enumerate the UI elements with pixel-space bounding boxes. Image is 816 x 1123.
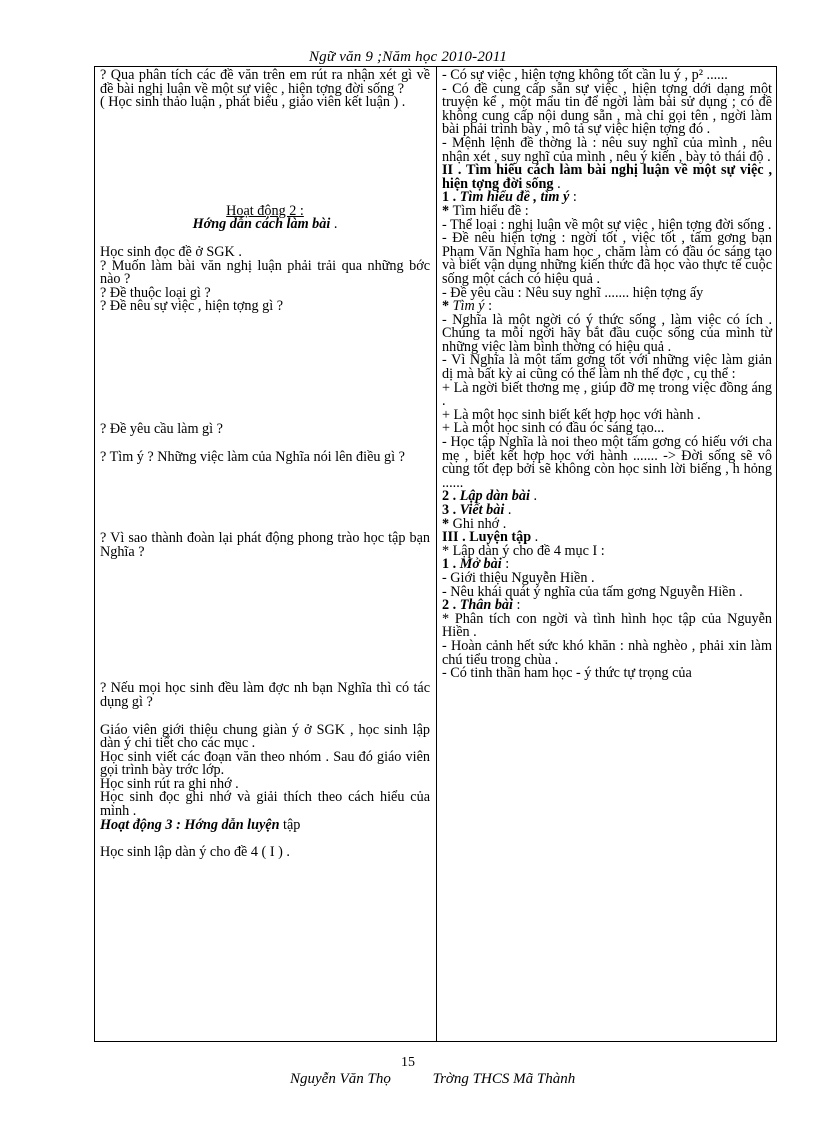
intro-heading: Mở bài <box>459 556 502 573</box>
content-paragraph: - Vì Nghĩa là một tấm gơng tốt với những việc làm giản dị mà bất kỳ ai cũng có thể làm nh thế đợc , cụ thể : <box>442 352 772 383</box>
content-paragraph: - Có tinh thần ham học - ý thức tự trọng của <box>442 665 692 682</box>
student-note-text: Học sinh rút ra ghi nhớ . <box>100 775 239 792</box>
discussion-note: ( Học sinh thảo luận , phát biểu , giáo viên kết luận ) . <box>100 94 406 111</box>
content-paragraph: - Thể loại : nghị luận về một sự việc , hiện tợng đời sống . <box>442 216 772 233</box>
activity-2-subtitle: Hớng dẫn cách làm bài <box>192 216 331 233</box>
content-paragraph: - Mệnh lệnh đề thờng là : nêu suy nghĩ của mình , nêu nhận xét , suy nghĩ của mình , nêu ý kiến , bày tỏ thái độ . <box>442 134 772 165</box>
content-paragraph: - Đề nêu hiện tợng : ngời tốt , việc tốt , tấm gơng bạn Phạm Văn Nghĩa ham học , chăm làm có đầu óc sáng tạo và biết vận dụng những kiến thức đã học vào thực tế cuộc sống một cách có hiệu quả . <box>442 230 772 287</box>
content-paragraph: - Có sự việc , hiện tợng không tốt cần lu ý , p² ...... <box>442 67 728 83</box>
lesson-table <box>94 66 777 1042</box>
question-ideas: ? Tìm ý ? Những việc làm của Nghĩa nói lên điều gì ? <box>100 448 405 465</box>
content-paragraph: + Là một học sinh biết kết hợp học với hành . <box>442 406 701 423</box>
activity-3-heading: Hoạt động 3 : Hớng dẫn luyện <box>100 816 280 833</box>
section-2-heading: II . Tìm hiểu cách làm bài nghị luận về một sự việc , hiện tợng đời sống <box>442 162 772 192</box>
content-paragraph: * Phân tích con ngời và tình hình học tập của Nguyễn Hiền . <box>442 610 772 641</box>
question-require: ? Đề yêu cầu làm gì ? <box>100 420 223 437</box>
question-why: ? Vì sao thành đoàn lại phát động phong trào học tập bạn Nghĩa ? <box>100 530 430 560</box>
activity-2-heading: Hoạt động 2 : <box>226 202 304 219</box>
step-3-heading: Viết bài <box>459 502 505 518</box>
content-paragraph: - Hoàn cảnh hết sức khó khăn : nhà nghèo , phải xin làm chú tiểu trong chùa . <box>442 637 772 668</box>
content-paragraph: - Có đề cung cấp sẵn sự việc , hiện tợng dới dạng một truyện kể , một mẩu tin để ngời làm bài sử dụng ; có đề không cung cấp nội dung sẵn , mà chỉ gọi tên , ngời làm bài phải trình bày , mô tả sự việc hiện tợng đó . <box>442 80 772 138</box>
student-read-note-text: Học sinh đọc ghi nhớ và giải thích theo cách hiểu của mình . <box>100 789 430 820</box>
teacher-outline-intro: Giáo viên giới thiệu chung giàn ý ở SGK , học sinh lập dàn ý chi tiết cho các mục . <box>100 721 430 752</box>
question-summary: ? Qua phân tích các đề văn trên em rút ra nhận xét gì về đề bài nghị luận về một sự việc , hiện tợng đời sống ? <box>100 67 430 97</box>
section-3-heading: III . Luyện tập <box>442 529 532 546</box>
content-paragraph: - Giới thiệu Nguyễn Hiền . <box>442 569 595 586</box>
content-paragraph: - Nghĩa là một ngời có ý thức sống , làm việc có ích . Chúng ta mỗi ngời hãy bắt đầu cuộc sống của mình từ những việc làm bình thờng có hiệu quả . <box>442 311 772 355</box>
question-type: ? Đề thuộc loại gì ? <box>100 284 211 301</box>
content-paragraph: * Lập dàn ý cho đề 4 mục I : <box>442 542 605 559</box>
question-event: ? Đề nêu sự việc , hiện tợng gì ? <box>100 298 284 315</box>
note-label: Ghi nhớ . <box>452 515 507 532</box>
student-writing-text: Học sinh viết các đoạn văn theo nhóm . Sau đó giáo viên gọi trình bày trớc lớp. <box>100 748 430 779</box>
body-heading: Thân bài <box>459 597 513 614</box>
step-2-heading: Lập dàn bài <box>459 488 530 505</box>
teacher-column: ? Qua phân tích các đề văn trên em rút ra nhận xét gì về đề bài nghị luận về một sự việc , hiện tợng đời sống ? ( Học sinh thảo luận , phát biểu , giáo viên kết luận ) . Hoạt động 2 : Hớng dẫn cách làm bài . Học sinh đọc đề ở SGK . ? Muốn làm bài văn nghị luận phải trải qua những bớc nào ? ? Đề thuộc loại gì ? ? Đề nêu sự việc , hiện tợng gì ? ? Đề yêu cầu làm gì ? ? Tìm ý ? Những việc làm của Nghĩa nói lên điều gì ? ? Vì sao thành đoàn lại phát động phong trào học tập bạn Nghĩa ? ? Nếu mọi học sinh đều làm đợc nh bạn Nghĩa thì có tác dụng gì ? Giáo viên giới thiệu chung giàn ý ở SGK , học sinh lập dàn ý chi tiết cho các mục . Học sinh viết các đoạn văn theo nhóm . Sau đó giáo viên gọi trình bày trớc lớp. Học sinh rút ra ghi nhớ . Học sinh đọc ghi nhớ và giải thích theo cách hiểu của mình . Hoạt động 3 : Hớng dẫn luyện tập Học sinh lập dàn ý cho đề 4 ( I ) . <box>95 67 437 1041</box>
page-footer <box>290 1071 575 1088</box>
content-paragraph: - Đề yêu cầu : Nêu suy nghĩ ....... hiện tợng ấy <box>442 284 704 301</box>
content-column: - Có sự việc , hiện tợng không tốt cần lu ý , p² ...... - Có đề cung cấp sẵn sự việc , hiện tợng dới dạng một truyện kể , một mẩu tin để ngời làm bài sử dụng ; có đề không cung cấp nội dung sẵn , mà chỉ gọi tên , ngời làm bài phải trình bày , mô tả sự việc hiện tợng đó . - Mệnh lệnh đề thờng là : nêu suy nghĩ của mình , nêu nhận xét , suy nghĩ của mình , nêu ý kiến , bày tỏ thái độ . II . Tìm hiểu cách làm bài nghị luận về một sự việc , hiện tợng đời sống . 1 . Tìm hiểu đề , tìm ý : * Tìm hiểu đề : - Thể loại : nghị luận về một sự việc , hiện tợng đời sống . - Đề nêu hiện tợng : ngời tốt , việc tốt , tấm gơng bạn Phạm Văn Nghĩa ham học , chăm làm có đầu óc sáng tạo và biết vận dụng những kiến thức đã học vào thực tế cuộc sống một cách có hiệu quả . - Đề yêu cầu : Nêu suy nghĩ ....... hiện tợng ấy * Tìm ý : - Nghĩa là một ngời có ý thức sống , làm việc có ích . Chúng ta mỗi ngời hãy bắt đầu cuộc sống của mình từ những việc làm bình thờng có hiệu quả . - Vì Nghĩa là một tấm gơng tốt với những việc làm giản dị mà bất kỳ ai cũng có thể làm nh thế đợc , cụ thể : + Là ngời biết thơng mẹ , giúp đỡ mẹ trong việc đồng áng . + Là một học sinh biết kết hợp học với hành . + Là một học sinh có đầu óc sáng tạo... - Học tập Nghĩa là noi theo một tấm gơng có hiếu với cha mẹ , biết kết hợp học với hành ....... -> Đời sống sẽ vô cùng tốt đẹp bởi sẽ không còn học sinh lời biếng , h hỏng ...... 2 . Lập dàn bài . 3 . Viết bài . * Ghi nhớ . III . Luyện tập . * Lập dàn ý cho đề 4 mục I : 1 . Mở bài : - Giới thiệu Nguyễn Hiền . - Nêu khái quát ý nghĩa của tấm gơng Nguyễn Hiền . 2 . Thân bài : * Phân tích con ngời và tình hình học tập của Nguyễn Hiền . - Hoàn cảnh hết sức khó khăn : nhà nghèo , phải xin làm chú tiểu trong chùa . - Có tinh thần ham học - ý thức tự trọng của <box>442 67 772 682</box>
page-number: 15 <box>401 1055 415 1070</box>
student-outline-text: Học sinh lập dàn ý cho đề 4 ( I ) . <box>100 844 290 861</box>
step-1-heading: Tìm hiểu đề , tìm ý <box>459 189 570 206</box>
author-name: Nguyễn Văn Thọ <box>290 1071 391 1087</box>
content-paragraph: - Nêu khái quát ý nghĩa của tấm gơng Nguyễn Hiền . <box>442 583 743 600</box>
page-header: Ngữ văn 9 ;Năm học 2010-2011 <box>308 49 508 65</box>
find-ideas-label: Tìm ý <box>452 298 485 315</box>
school-name: Trờng THCS Mã Thành <box>432 1071 576 1087</box>
content-paragraph: - Học tập Nghĩa là noi theo một tấm gơng có hiếu với cha mẹ , biết kết hợp học với hành ....... -> Đời sống sẽ vô cùng tốt đẹp bởi sẽ không còn học sinh lời biếng , h hỏng ...... <box>442 434 772 491</box>
read-sgk-text: Học sinh đọc đề ở SGK . <box>100 243 242 260</box>
question-steps: ? Muốn làm bài văn nghị luận phải trải qua những bớc nào ? <box>100 257 430 288</box>
question-effect: ? Nếu mọi học sinh đều làm đợc nh bạn Nghĩa thì có tác dụng gì ? <box>100 680 430 710</box>
analyze-topic-label: Tìm hiểu đề : <box>452 202 529 219</box>
content-paragraph: + Là ngời biết thơng mẹ , giúp đỡ mẹ trong việc đồng áng . <box>442 379 772 410</box>
content-paragraph: + Là một học sinh có đầu óc sáng tạo... <box>442 420 665 437</box>
